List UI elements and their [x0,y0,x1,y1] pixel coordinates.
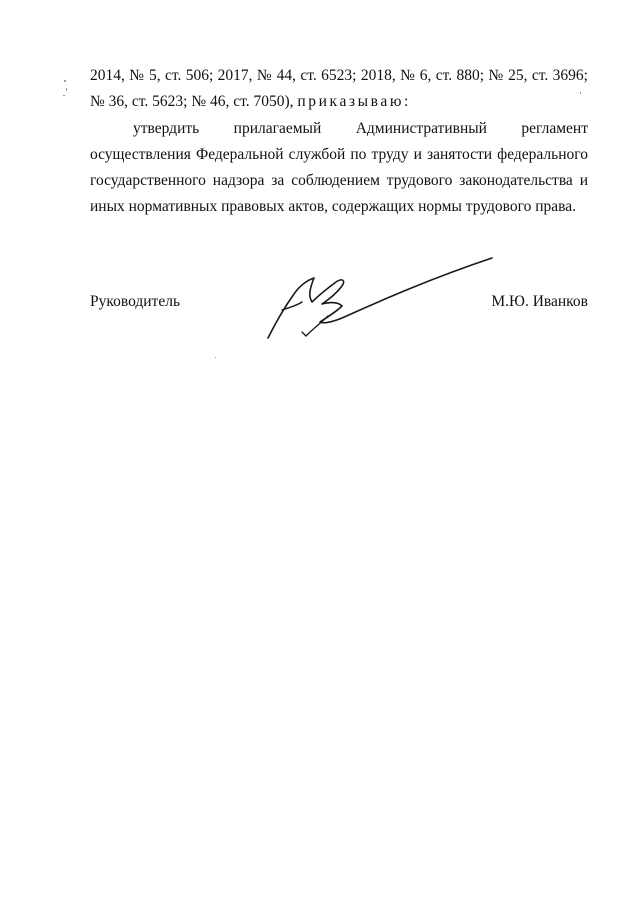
body-text-line: государственного надзора за соблюдением трудового законодательства и [90,172,588,189]
signer-title: Руководитель [90,293,181,310]
scan-mark [64,80,66,82]
scan-mark [215,357,216,358]
scan-mark [63,95,65,96]
handwritten-signature [262,252,498,344]
body-text-line: 2014, № 5, ст. 506; 2017, № 44, ст. 6523; 2018, № 6, ст. 880; № 25, ст. 3696; [90,67,588,84]
scan-mark [66,88,67,91]
body-text-line: иных нормативных правовых актов, содержащих нормы трудового права. [90,198,577,215]
body-text-line: осуществления Федеральной службой по труду и занятости федерального [90,146,588,163]
body-text-line: утвердить прилагаемый Административный регламент [133,120,588,137]
body-text-segment: : [404,93,409,110]
body-text-line [90,92,408,112]
order-word: приказываю [297,93,405,110]
body-text-segment: № 36, ст. 5623; № 46, ст. 7050), [90,93,294,110]
signer-name: М.Ю. Иванков [491,293,588,310]
scan-mark [580,92,581,94]
